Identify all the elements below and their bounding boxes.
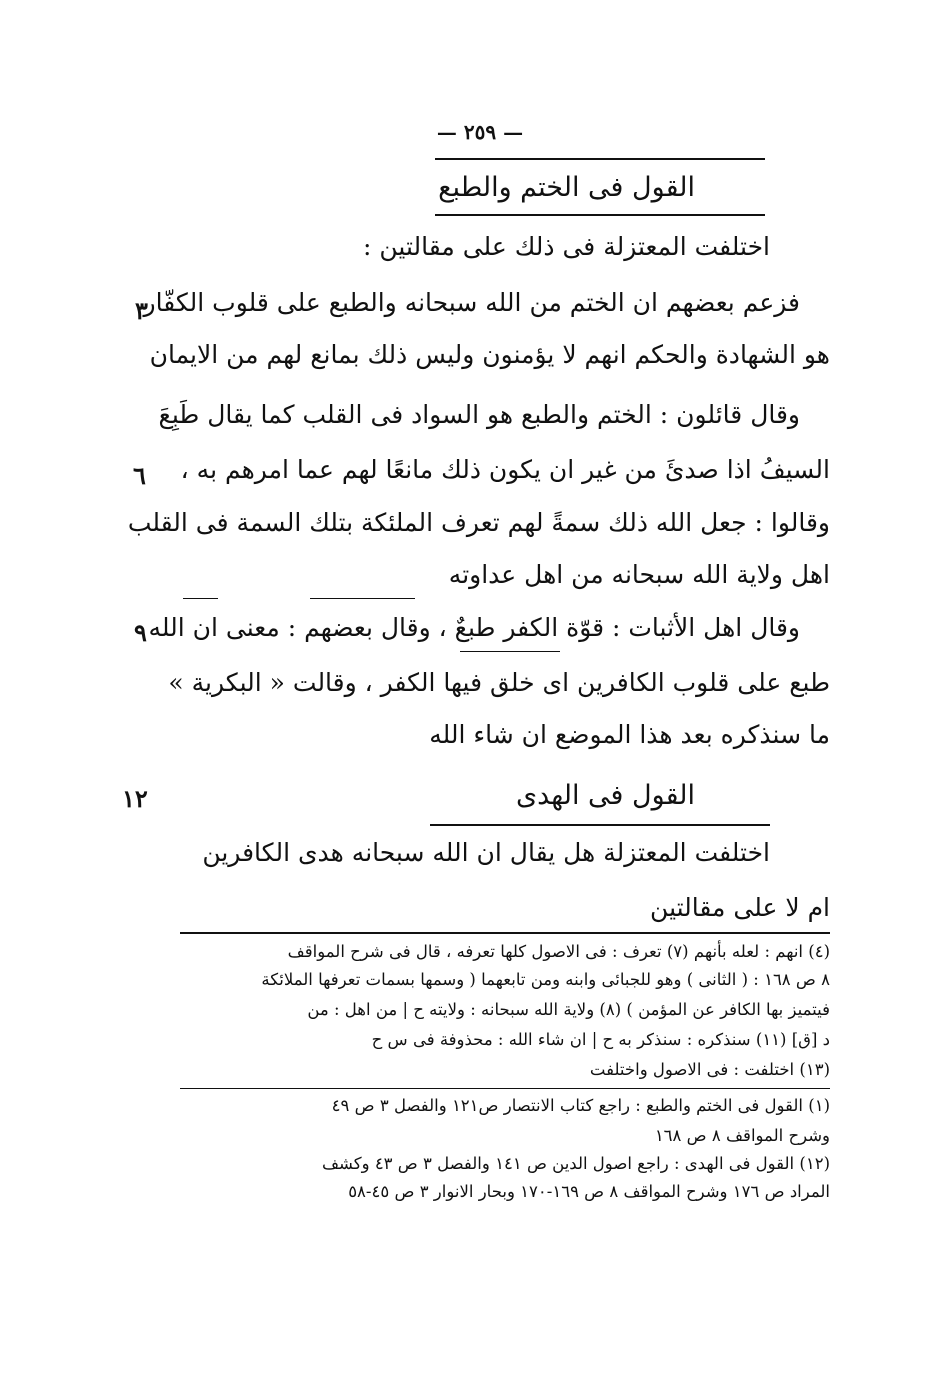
heading-underline [430, 824, 770, 826]
body-line: هو الشهادة والحكم انهم لا يؤمنون وليس ذلك بمانع لهم من الايمان [149, 340, 830, 369]
line-number: ٦ [133, 461, 146, 490]
footnote-line: (١٣) اختلفت : فى الاصول واختلفت [589, 1060, 830, 1079]
heading-underline [435, 214, 765, 216]
line-number: ٩ [134, 618, 147, 647]
body-line: ام لا على مقالتين [650, 893, 830, 922]
body-line: فزعم بعضهم ان الختم من الله سبحانه والطبع على قلوب الكفّار [143, 288, 800, 317]
footnote-line: وشرح المواقف ٨ ص ١٦٨ [654, 1126, 830, 1145]
body-line: وقالوا : جعل الله ذلك سمةً لهم تعرف الملئكة بتلك السمة فى القلب [127, 508, 830, 537]
footnote-line: ٨ ص ١٦٨ : ( الثانى ) وهو للجبائى وابنه ومن تابعهما ( وسمها بسمات تعرفها الملائكة [261, 970, 830, 989]
body-line: ما سنذكره بعد هذا الموضع ان شاء الله [429, 720, 830, 749]
footnote-line: (٤) انهم : لعله بأنهم (٧) تعرف : فى الاصول كلها تعرفه ، قال فى شرح المواقف [287, 942, 830, 961]
thin-rule [310, 598, 415, 599]
footnote-line: المراد ص ١٧٦ وشرح المواقف ٨ ص ١٦٩-١٧٠ وبحار الانوار ٣ ص ٤٥-٥٨ [348, 1182, 830, 1201]
body-line: اختلفت المعتزلة فى ذلك على مقالتين : [363, 232, 770, 261]
footnote-line: د [ق] (١١) سنذكره : سنذكر به ح | ان شاء الله : محذوفة فى س ح [371, 1030, 830, 1049]
body-line: اختلفت المعتزلة هل يقال ان الله سبحانه هدى الكافرين [202, 838, 770, 867]
line-number: ١٢ [122, 784, 148, 813]
section-heading-huda: القول فى الهدى [515, 780, 695, 811]
footnote-line: (١) القول فى الختم والطبع : راجع كتاب الانتصار ص١٢١ والفصل ٣ ص ٤٩ [331, 1096, 830, 1115]
footnote-line: (١٢) القول فى الهدى : راجع اصول الدين ص ١٤١ والفصل ٣ ص ٤٣ وكشف [321, 1154, 830, 1173]
footnote-divider [180, 1088, 830, 1089]
body-line: طبع على قلوب الكافرين اى خلق فيها الكفر ، وقالت « البكرية » [168, 668, 830, 697]
section-heading-khatm: القول فى الختم والطبع [438, 172, 695, 203]
body-line: اهل ولاية الله سبحانه من اهل عداوته [448, 560, 830, 589]
line-number: ٣ [135, 296, 148, 325]
body-line: وقال اهل الأثبات : قوّة الكفر طبعٌ ، وقال بعضهم : معنى ان الله [148, 613, 800, 642]
thin-rule [460, 651, 560, 652]
body-line: السيفُ اذا صدئَ من غير ان يكون ذلك مانعًا لهم عما امرهم به ، [180, 455, 830, 484]
top-rule [435, 158, 765, 160]
page-number: — ٢٥٩ — [436, 120, 524, 144]
body-line: وقال قائلون : الختم والطبع هو السواد فى القلب كما يقال طَبِعَ [158, 400, 800, 429]
thin-rule [183, 598, 218, 599]
footnote-separator [180, 932, 830, 934]
footnote-line: فيتميز بها الكافر عن المؤمن ) (٨) ولاية الله سبحانه : ولايته ح | من اهل : من [307, 1000, 830, 1019]
